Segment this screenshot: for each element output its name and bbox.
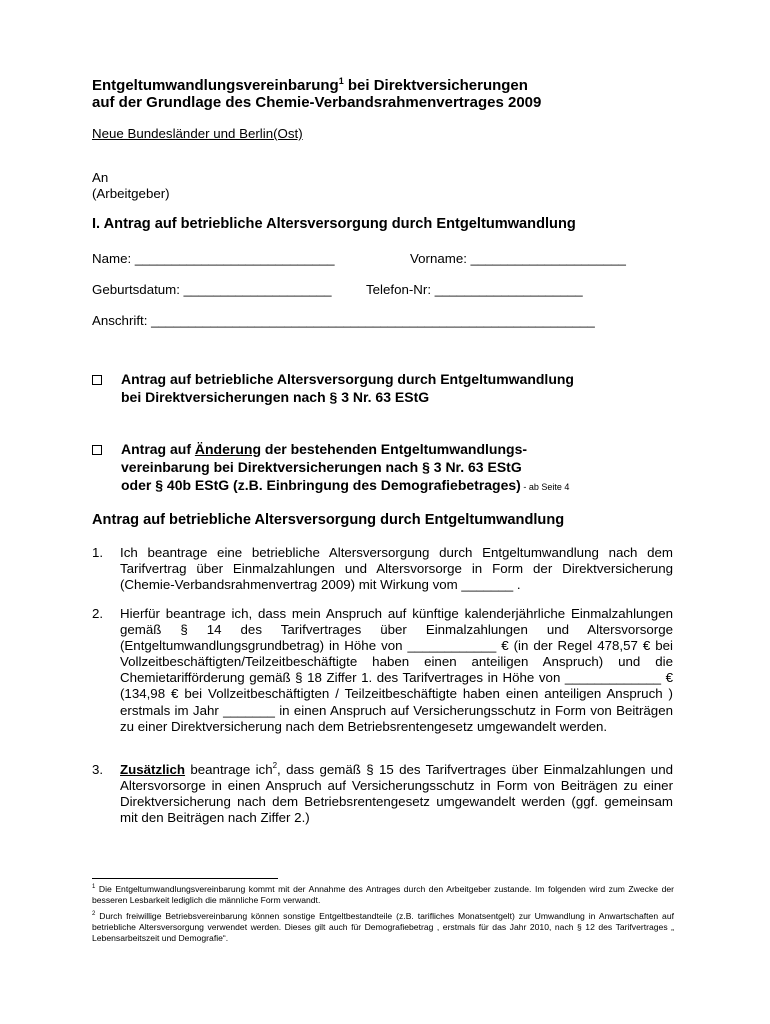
option-1-line2: bei Direktversicherungen nach § 3 Nr. 63 EStG: [121, 389, 430, 405]
item-3-number: 3.: [92, 762, 104, 777]
recipient-to: An: [92, 170, 109, 185]
footnote-1-text: Die Entgeltumwandlungsvereinbarung kommt mit der Annahme des Antrages durch den Arbeitgeber zustande. Im folgenden wird zum Zwecke der besseren Lesbarkeit lediglich die männliche Form verwandt.: [92, 884, 674, 905]
item-1-text: Ich beantrage eine betriebliche Altersversorgung durch Entgeltumwandlung nach dem Tarifvertrag über Einmalzahlungen und Altersvorsorge in Form der Direktversicherung (Chemie-Verbandsrahmenvertrag 2009) mit Wirkung vom _______ .: [120, 545, 673, 593]
section-2-heading: Antrag auf betriebliche Altersversorgung durch Entgeltumwandlung: [92, 512, 565, 528]
title-part2: bei Direktversicherungen: [343, 77, 528, 94]
footnote-separator: [92, 878, 278, 879]
title-part1: Entgeltumwandlungsvereinbarung: [92, 77, 339, 94]
document-subtitle: auf der Grundlage des Chemie-Verbandsrahmenvertrages 2009: [92, 94, 542, 111]
option-2-checkbox[interactable]: [92, 445, 102, 455]
option-2-line2: vereinbarung bei Direktversicherungen nach § 3 Nr. 63 EStG: [121, 459, 522, 475]
option-2-line3-text: oder § 40b EStG (z.B. Einbringung des Demografiebetrages): [121, 477, 521, 493]
footnote-1-mark: 1: [92, 884, 96, 890]
option-2-pre: Antrag auf: [121, 441, 195, 457]
option-2-post: der bestehenden Entgeltumwandlungs-: [261, 441, 528, 457]
option-2-change-word: Änderung: [194, 441, 261, 457]
section-1-heading: I. Antrag auf betriebliche Altersversorgung durch Entgeltumwandlung: [92, 216, 576, 232]
option-2-line1: [121, 440, 527, 458]
geburtsdatum-field[interactable]: Geburtsdatum: ____________________: [92, 282, 332, 297]
vorname-field[interactable]: Vorname: _____________________: [410, 251, 626, 266]
item-2-number: 2.: [92, 606, 104, 621]
item-3-text-a: beantrage ich: [185, 762, 273, 777]
option-1-checkbox[interactable]: [92, 375, 102, 385]
footnote-2-text: Durch freiwillige Betriebsvereinbarung können sonstige Entgeltbestandteile (z.B. tarifliches Monatsentgelt) zur Umwandlung in Anwartschaften auf betriebliche Altersversorgung verwendet werden. Dieses gilt auch für Demografiebetrag , erstmals für das Jahr 2010, nach § 12 des Tarifvertrages „ Lebensarbeitszeit und Demografie“.: [92, 911, 674, 943]
option-2-page-note: - ab Seite 4: [520, 482, 570, 492]
item-1-number: 1.: [92, 545, 104, 560]
recipient-employer: (Arbeitgeber): [92, 186, 170, 201]
footnote-2: [92, 911, 674, 944]
document-title: [92, 77, 528, 94]
item-2-text: Hierfür beantrage ich, dass mein Anspruch auf künftige kalenderjährliche Einmalzahlungen gemäß § 14 des Tarifvertrages über Einmalzahlungen und Altersvorsorge (Entgeltumwandlungsgrundbetrag) in Höhe von ____________ € (in der Regel 478,57 € bei Vollzeitbeschäftigten/Teilzeitbeschäftigte haben einen anteiligen Anspruch) und die Chemietarifförderung gemäß § 18 Ziffer 1. des Tarifvertrages in Höhe von _____________ € (134,98 € bei Vollzeitbeschäftigten / Teilzeitbeschäftigte haben einen anteiligen Anspruch ) erstmals im Jahr _______ in einen Anspruch auf Versicherungsschutz in Form von Beiträgen zu einer Direktversicherung nach dem Betriebsrentengesetz umgewandelt werden.: [120, 606, 673, 734]
footnote-2-mark: 2: [92, 911, 96, 917]
item-3-text-b: , dass gemäß § 15 des Tarifvertrages über Einmalzahlungen und Altersvorsorge in einen Anspruch auf Versicherungsschutz in Form von Beiträgen zu einer Direktversicherung nach dem Betriebsrentengesetz umgewandelt werden (ggf. gemeinsam mit den Beiträgen nach Ziffer 2.): [120, 762, 673, 826]
telefon-field[interactable]: Telefon-Nr: ____________________: [366, 282, 583, 297]
name-field[interactable]: Name: ___________________________: [92, 251, 335, 266]
item-3-text: [120, 762, 673, 826]
region-label: Neue Bundesländer und Berlin(Ost): [92, 126, 303, 141]
footnote-1: [92, 884, 674, 906]
option-2-line3: [121, 476, 569, 496]
option-1-line1: Antrag auf betriebliche Altersversorgung durch Entgeltumwandlung: [121, 371, 574, 387]
item-3-footnote-mark: 2: [272, 761, 278, 770]
anschrift-field[interactable]: Anschrift: ____________________________________________________________: [92, 313, 595, 328]
title-footnote-mark: 1: [338, 76, 344, 86]
item-3-additional: Zusätzlich: [120, 762, 186, 777]
